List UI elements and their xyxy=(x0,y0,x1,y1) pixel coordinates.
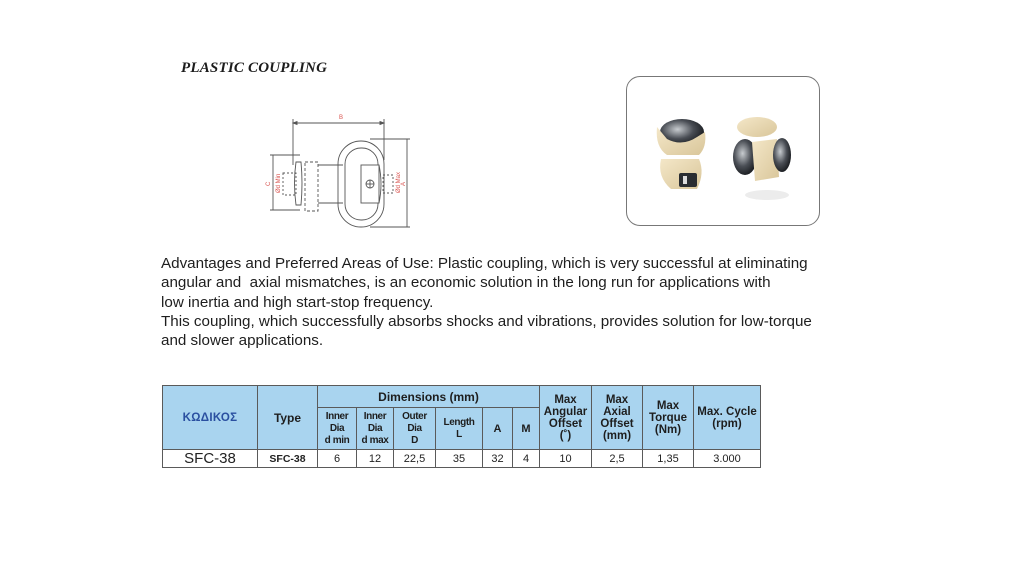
description-line: and slower applications. xyxy=(161,332,324,350)
cell-max-cycle: 3.000 xyxy=(694,450,761,468)
table-row xyxy=(163,450,761,468)
cell-outer-dia: 22,5 xyxy=(394,450,436,468)
cell-torque: 1,35 xyxy=(643,450,694,468)
col-header-m: M xyxy=(513,408,540,450)
cell-code: SFC-38 xyxy=(163,450,258,468)
col-header-torque: Max Torque (Nm) xyxy=(643,386,694,450)
col-header-code: ΚΩΔΙΚΟΣ xyxy=(163,386,258,450)
cell-axial-offset: 2,5 xyxy=(592,450,643,468)
col-header-d-max: Inner Dia d max xyxy=(357,408,394,450)
cell-angular-offset: 10 xyxy=(540,450,592,468)
col-header-length: Length L xyxy=(436,408,483,450)
dim-label-a: A xyxy=(401,181,407,186)
cell-a: 32 xyxy=(483,450,513,468)
dim-label-c: C xyxy=(266,181,272,186)
dim-label-dmin: Ød Min xyxy=(276,173,282,193)
cell-length: 35 xyxy=(436,450,483,468)
col-header-dimensions: Dimensions (mm) xyxy=(318,386,540,408)
dim-label-b: B xyxy=(339,115,344,121)
description-line: angular and axial mismatches, is an economic solution in the long run for applications with xyxy=(161,274,771,292)
col-header-axial-offset: Max Axial Offset (mm) xyxy=(592,386,643,450)
col-header-a: A xyxy=(483,408,513,450)
col-header-angular-offset: Max Angular Offset (˚) xyxy=(540,386,592,450)
description xyxy=(161,254,861,350)
coupling-photo-illustration xyxy=(627,77,819,225)
col-header-max-cycle: Max. Cycle (rpm) xyxy=(694,386,761,450)
cell-m: 4 xyxy=(513,450,540,468)
description-line: low inertia and high start-stop frequency. xyxy=(161,293,434,311)
technical-drawing xyxy=(255,105,415,230)
spec-table xyxy=(162,385,761,468)
col-header-type: Type xyxy=(258,386,318,450)
page-title: PLASTIC COUPLING xyxy=(181,60,328,76)
col-header-d-min: Inner Dia d min xyxy=(318,408,357,450)
product-photo xyxy=(626,76,820,226)
col-header-outer-dia: Outer Dia D xyxy=(394,408,436,450)
dim-label-dmax: Ød Max xyxy=(396,171,402,193)
cell-d-max: 12 xyxy=(357,450,394,468)
description-line: Advantages and Preferred Areas of Use: Plastic coupling, which is very successful at eliminating xyxy=(161,255,808,272)
cell-d-min: 6 xyxy=(318,450,357,468)
cell-type: SFC-38 xyxy=(258,450,318,468)
description-line: This coupling, which successfully absorbs shocks and vibrations, provides solution for low-torque xyxy=(161,312,812,330)
